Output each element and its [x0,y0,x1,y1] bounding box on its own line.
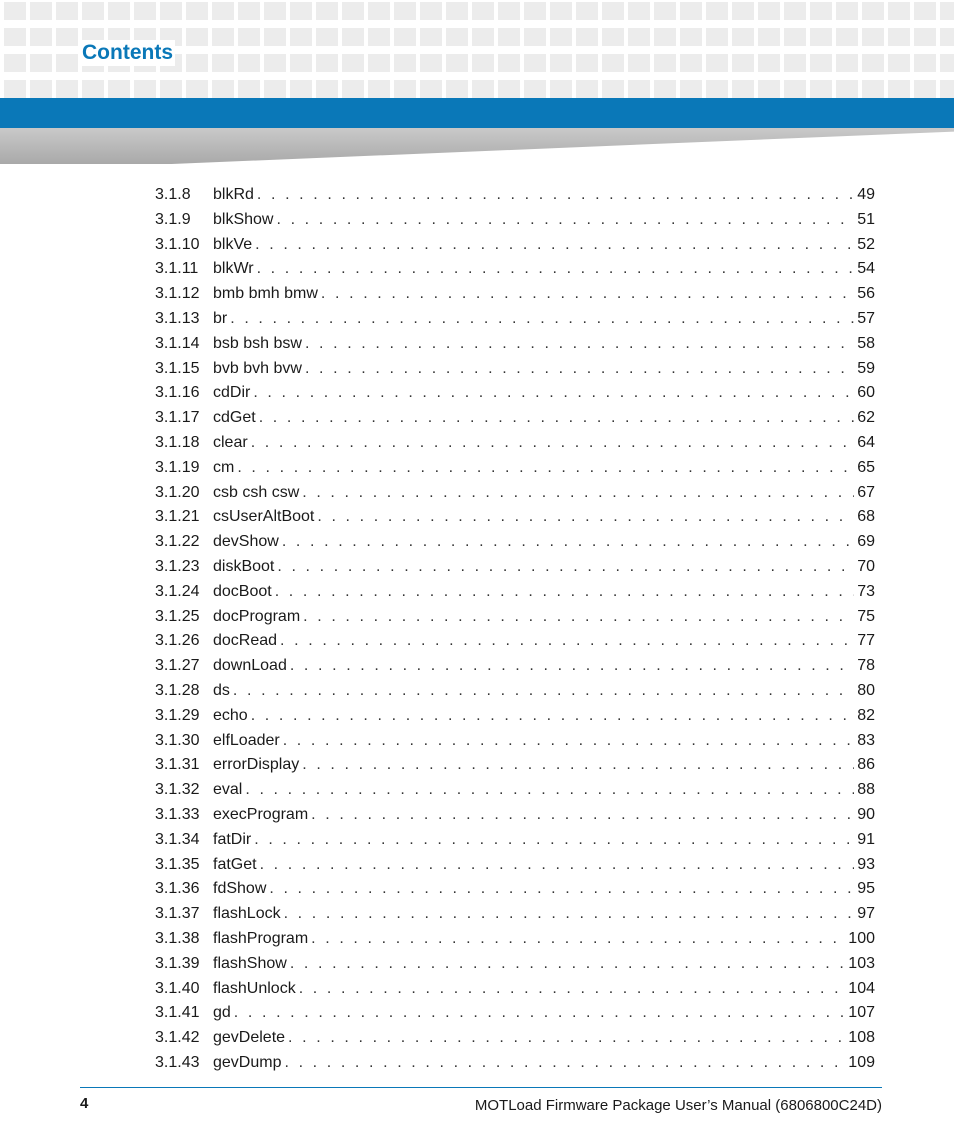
toc-entry-page[interactable]: 95 [857,880,875,898]
toc-entry[interactable] [155,580,875,605]
toc-entry-label[interactable]: gevDelete [213,1029,286,1047]
toc-entry-page[interactable]: 104 [848,979,875,997]
toc-entry-page[interactable]: 52 [857,235,875,253]
toc-entry-page[interactable]: 60 [857,384,875,402]
toc-entry[interactable] [155,332,875,357]
toc-entry-number: 3.1.17 [155,409,200,427]
toc-leader-dots [311,803,854,828]
toc-leader-dots [253,381,854,406]
toc-entry-label[interactable]: flashUnlock [213,979,296,997]
toc-leader-dots [302,481,854,506]
toc-entry-page[interactable]: 57 [857,309,875,327]
toc-entry-number: 3.1.36 [155,880,200,898]
toc-leader-dots [269,877,854,902]
toc-leader-dots [283,729,854,754]
toc-leader-dots [302,753,854,778]
toc-entry-label[interactable]: docProgram [213,607,301,625]
toc-entry-label[interactable]: fatDir [213,830,252,848]
toc-entry-number: 3.1.30 [155,731,200,749]
toc-leader-dots [254,828,854,853]
toc-entry[interactable] [155,927,875,952]
toc-entry-number: 3.1.22 [155,533,200,551]
toc-entry-page[interactable]: 65 [857,458,875,476]
toc-entry-page[interactable]: 107 [848,1004,875,1022]
toc-leader-dots [276,208,854,233]
toc-entry-label[interactable]: blkWr [213,260,254,278]
toc-entry[interactable] [155,183,875,208]
toc-entry-label[interactable]: eval [213,781,243,799]
toc-leader-dots [255,233,854,258]
header-blue-band [0,98,954,128]
toc-leader-dots [233,679,854,704]
toc-leader-dots [257,257,855,282]
toc-entry-label[interactable]: flashShow [213,954,287,972]
toc-entry-page[interactable]: 91 [857,830,875,848]
toc-entry[interactable] [155,877,875,902]
toc-entry[interactable] [155,704,875,729]
footer-divider [80,1087,882,1088]
toc-entry-number: 3.1.35 [155,855,200,873]
toc-entry[interactable] [155,1001,875,1026]
toc-entry-number: 3.1.40 [155,979,200,997]
toc-entry-page[interactable]: 68 [857,508,875,526]
toc-entry-label[interactable]: echo [213,706,248,724]
toc-entry[interactable] [155,828,875,853]
toc-entry-page[interactable]: 64 [857,433,875,451]
toc-entry-label[interactable]: blkVe [213,235,253,253]
toc-leader-dots [305,332,854,357]
toc-entry[interactable] [155,902,875,927]
toc-entry-number: 3.1.38 [155,929,200,947]
toc-leader-dots [284,1051,845,1076]
toc-leader-dots [245,778,854,803]
toc-entry[interactable] [155,1026,875,1051]
toc-entry-label[interactable]: diskBoot [213,557,275,575]
toc-entry-page[interactable]: 49 [857,186,875,203]
toc-leader-dots [284,902,855,927]
toc-entry-page[interactable]: 67 [857,483,875,501]
toc-entry[interactable] [155,654,875,679]
toc-entry-label[interactable]: bmb bmh bmw [213,285,318,303]
toc-entry-label[interactable]: bvb bvh bvw [213,359,302,377]
toc-entry-page[interactable]: 69 [857,533,875,551]
toc-leader-dots [317,505,854,530]
toc-entry-label[interactable]: execProgram [213,805,309,823]
toc-entry[interactable] [155,530,875,555]
toc-entry-number: 3.1.28 [155,681,200,699]
toc-entry-number: 3.1.39 [155,954,200,972]
toc-entry-number: 3.1.21 [155,508,200,526]
toc-entry[interactable] [155,629,875,654]
toc-entry[interactable] [155,456,875,481]
toc-entry-label[interactable]: docRead [213,632,278,650]
toc-entry-label[interactable]: docBoot [213,582,272,600]
toc-entry-label[interactable]: bsb bsh bsw [213,334,302,352]
toc-entry-label[interactable]: csb csh csw [213,483,300,501]
toc-leader-dots [305,357,854,382]
toc-entry-label[interactable]: br [213,309,228,327]
toc-leader-dots [290,654,854,679]
toc-entry-label[interactable]: errorDisplay [213,756,300,774]
toc-entry-page[interactable]: 97 [857,905,875,923]
toc-entry-page[interactable]: 103 [848,954,875,972]
toc-entry-number: 3.1.20 [155,483,200,501]
toc-entry[interactable] [155,282,875,307]
toc-entry-number: 3.1.25 [155,607,200,625]
toc-entry-number: 3.1.18 [155,433,200,451]
toc-entry-page[interactable]: 59 [857,359,875,377]
toc-leader-dots [311,927,845,952]
toc-entry-label[interactable]: ds [213,681,230,699]
toc-entry[interactable] [155,307,875,332]
toc-leader-dots [257,183,854,208]
toc-entry-page[interactable]: 82 [857,706,875,724]
toc-entry-label[interactable]: cdDir [213,384,251,402]
toc-entry-label[interactable]: gd [213,1004,231,1022]
toc-entry-page[interactable]: 78 [857,657,875,675]
toc-leader-dots [282,530,854,555]
toc-entry-number: 3.1.10 [155,235,200,253]
toc-entry-label[interactable]: blkRd [213,186,254,203]
toc-entry-number: 3.1.23 [155,557,200,575]
toc-leader-dots [275,580,854,605]
toc-leader-dots [280,629,854,654]
toc-entry-page[interactable]: 90 [857,805,875,823]
toc-leader-dots [290,952,845,977]
toc-entry-number: 3.1.8 [155,186,191,203]
toc-entry-page[interactable]: 54 [857,260,875,278]
toc-entry-page[interactable]: 108 [848,1029,875,1047]
toc-entry-label[interactable]: elfLoader [213,731,280,749]
toc-entry-number: 3.1.29 [155,706,200,724]
toc-leader-dots [288,1026,845,1051]
toc-entry-label[interactable]: flashLock [213,905,281,923]
toc-entry-number: 3.1.13 [155,309,200,327]
toc-entry-page[interactable]: 88 [857,781,875,799]
toc-entry-label[interactable]: gevDump [213,1053,282,1071]
toc-entry-number: 3.1.24 [155,582,200,600]
toc-entry-number: 3.1.34 [155,830,200,848]
toc-entry-page[interactable]: 75 [857,607,875,625]
toc-entry-page[interactable]: 73 [857,582,875,600]
toc-entry[interactable] [155,481,875,506]
toc-leader-dots [234,1001,846,1026]
toc-leader-dots [230,307,854,332]
toc-entry-number: 3.1.11 [155,260,199,278]
toc-entry-page[interactable]: 77 [857,632,875,650]
toc-entry-page[interactable]: 56 [857,285,875,303]
toc-entry-label[interactable]: cm [213,458,235,476]
toc-entry-number: 3.1.37 [155,905,200,923]
toc-entry-number: 3.1.33 [155,805,200,823]
toc-entry-page[interactable]: 83 [857,731,875,749]
toc-entry-number: 3.1.14 [155,334,200,352]
toc-entry-page[interactable]: 80 [857,681,875,699]
toc-entry-label[interactable]: devShow [213,533,279,551]
toc-leader-dots [277,555,854,580]
toc-entry[interactable] [155,605,875,630]
table-of-contents [155,183,875,1076]
toc-entry[interactable] [155,208,875,233]
toc-entry-number: 3.1.32 [155,781,200,799]
toc-entry[interactable] [155,233,875,258]
toc-entry-page[interactable]: 70 [857,557,875,575]
toc-entry[interactable] [155,729,875,754]
toc-entry-label[interactable]: cdGet [213,409,256,427]
toc-entry-label[interactable]: csUserAltBoot [213,508,315,526]
toc-leader-dots [251,431,855,456]
toc-leader-dots [260,853,855,878]
toc-entry-label[interactable]: fatGet [213,855,257,873]
toc-entry-label[interactable]: fdShow [213,880,267,898]
header-gray-wedge [0,128,954,164]
toc-entry[interactable] [155,753,875,778]
page-title: Contents [82,41,173,64]
toc-entry[interactable] [155,977,875,1002]
toc-entry-page[interactable]: 93 [857,855,875,873]
toc-entry-page[interactable]: 58 [857,334,875,352]
toc-leader-dots [299,977,846,1002]
toc-entry-page[interactable]: 100 [848,929,875,947]
toc-entry[interactable] [155,406,875,431]
toc-entry-number: 3.1.9 [155,210,191,228]
toc-entry-number: 3.1.16 [155,384,200,402]
toc-entry-number: 3.1.12 [155,285,200,303]
toc-entry-page[interactable]: 109 [848,1053,875,1071]
toc-leader-dots [321,282,854,307]
toc-entry-page[interactable]: 62 [857,409,875,427]
toc-entry[interactable] [155,778,875,803]
toc-entry[interactable] [155,952,875,977]
toc-entry[interactable] [155,381,875,406]
toc-entry-number: 3.1.43 [155,1053,200,1071]
toc-entry-number: 3.1.42 [155,1029,200,1047]
toc-entry[interactable] [155,505,875,530]
toc-entry[interactable] [155,853,875,878]
manual-title: MOTLoad Firmware Package User’s Manual (6806800C24D) [474,1097,882,1114]
toc-entry[interactable] [155,431,875,456]
toc-entry-page[interactable]: 86 [857,756,875,774]
page-number: 4 [80,1095,89,1112]
toc-entry[interactable] [155,555,875,580]
toc-entry-number: 3.1.41 [155,1004,200,1022]
toc-entry-number: 3.1.15 [155,359,200,377]
toc-entry-label[interactable]: blkShow [213,210,274,228]
toc-entry-number: 3.1.19 [155,458,200,476]
toc-entry-number: 3.1.26 [155,632,200,650]
toc-entry-number: 3.1.31 [155,756,200,774]
toc-entry-number: 3.1.27 [155,657,200,675]
toc-entry[interactable] [155,257,875,282]
toc-entry-label[interactable]: downLoad [213,657,287,675]
toc-entry[interactable] [155,803,875,828]
toc-entry[interactable] [155,679,875,704]
toc-leader-dots [251,704,855,729]
toc-entry[interactable] [155,1051,875,1076]
toc-leader-dots [259,406,855,431]
toc-leader-dots [303,605,854,630]
toc-entry-page[interactable]: 51 [857,210,875,228]
toc-leader-dots [237,456,854,481]
toc-entry-label[interactable]: clear [213,433,248,451]
toc-entry[interactable] [155,357,875,382]
toc-entry-label[interactable]: flashProgram [213,929,309,947]
